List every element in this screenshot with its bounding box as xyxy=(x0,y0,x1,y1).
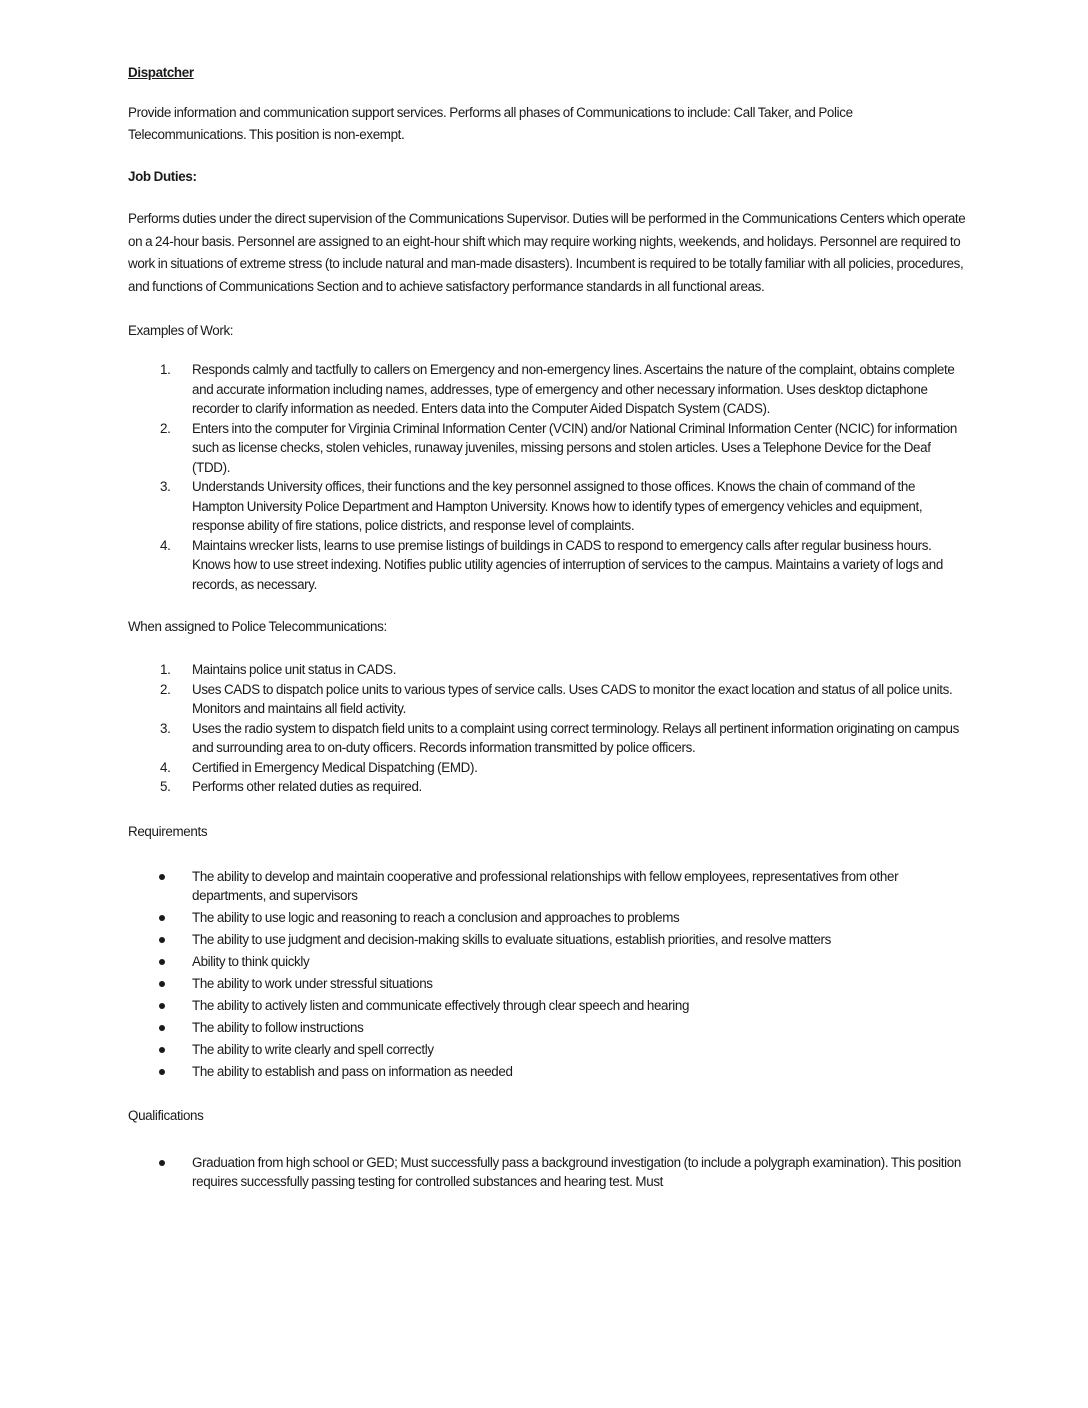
list-item-text: The ability to develop and maintain cooperative and professional relationships with fellow employees, representatives from other departments, and supervisors xyxy=(192,868,899,903)
document-title: Dispatcher xyxy=(128,65,194,80)
list-item-text: Uses CADS to dispatch police units to various types of service calls. Uses CADS to monitor the exact location and status of all police units. Monitors and maintains all field activity. xyxy=(192,681,953,716)
list-item xyxy=(128,908,968,927)
list-item xyxy=(128,758,968,778)
list-item xyxy=(128,419,968,478)
list-item xyxy=(128,974,968,993)
bullet-icon xyxy=(159,1025,165,1031)
police-telecom-list xyxy=(128,660,968,797)
list-item-text: Enters into the computer for Virginia Criminal Information Center (VCIN) and/or National Criminal Information Center (NCIC) for information such as license checks, stolen vehicles, runaway juveniles, missing persons and stolen articles. Uses a Telephone Device for the Deaf (TDD). xyxy=(192,420,957,475)
qualifications-list xyxy=(128,1153,968,1192)
list-item-text: Performs other related duties as required. xyxy=(192,779,422,794)
bullet-icon xyxy=(159,915,165,921)
list-number: 2. xyxy=(160,681,171,697)
list-item-text: Ability to think quickly xyxy=(192,953,310,969)
list-number: 1. xyxy=(160,362,171,377)
list-item xyxy=(128,719,968,758)
list-number: 4. xyxy=(160,537,171,553)
list-item-text: Certified in Emergency Medical Dispatching (EMD). xyxy=(192,759,478,775)
police-telecom-heading: When assigned to Police Telecommunications: xyxy=(128,619,387,634)
list-item xyxy=(128,1040,968,1059)
list-item-text: The ability to follow instructions xyxy=(192,1019,364,1035)
list-number: 4. xyxy=(160,759,171,775)
examples-list xyxy=(128,360,968,594)
list-item xyxy=(128,536,968,595)
bullet-icon xyxy=(159,1003,165,1009)
requirements-heading: Requirements xyxy=(128,823,208,839)
list-item xyxy=(128,777,968,797)
list-item-text: Uses the radio system to dispatch field units to a complaint using correct terminology. Relays all pertinent information originating on campus and surrounding area to on-duty officers. Records information transmitted by police officers. xyxy=(192,720,959,755)
list-item-text: The ability to use logic and reasoning to reach a conclusion and approaches to problems xyxy=(192,909,680,925)
list-item-text: Maintains wrecker lists, learns to use premise listings of buildings in CADS to respond to emergency calls after regular business hours. Knows how to use street indexing. Notifies public utility agencies of interruption of services to the campus. Maintains a variety of logs and records, as necessary. xyxy=(192,537,943,592)
document-page xyxy=(128,62,968,1192)
bullet-icon xyxy=(159,1047,165,1053)
list-item xyxy=(128,680,968,719)
requirements-list xyxy=(128,867,968,1081)
list-item-text: Responds calmly and tactfully to callers on Emergency and non-emergency lines. Ascertains the nature of the complaint, obtains complete and accurate information including names, addresses, type of emergency and other necessary information. Uses desktop dictaphone recorder to clarify information as needed. Enters data into the Computer Aided Dispatch System (CADS). xyxy=(192,362,955,416)
list-item xyxy=(128,1018,968,1037)
bullet-icon xyxy=(159,874,165,880)
list-item xyxy=(128,660,968,680)
list-number: 5. xyxy=(160,779,171,794)
list-number: 2. xyxy=(160,420,171,436)
list-item xyxy=(128,1153,968,1192)
job-duties-paragraph: Performs duties under the direct supervision of the Communications Supervisor. Duties will be performed in the Communications Centers which operate on a 24-hour basis. Personnel are assigned to an eight-hour shift which may require working nights, weekends, and holidays. Personnel are required to work in situations of extreme stress (to include natural and man-made disasters). Incumbent is required to be totally familiar with all policies, procedures, and functions of Communications Section and to achieve satisfactory performance standards in all functional areas. xyxy=(128,211,966,294)
list-number: 1. xyxy=(160,662,171,677)
intro-paragraph: Provide information and communication support services. Performs all phases of Communications to include: Call Taker, and Police Telecommunications. This position is non-exempt. xyxy=(128,105,853,142)
job-duties-heading: Job Duties: xyxy=(128,169,197,184)
list-item xyxy=(128,1062,968,1081)
bullet-icon xyxy=(159,981,165,987)
list-item xyxy=(128,996,968,1015)
list-number: 3. xyxy=(160,720,171,736)
list-item-text: The ability to work under stressful situations xyxy=(192,975,433,991)
list-item xyxy=(128,952,968,971)
bullet-icon xyxy=(159,1160,165,1166)
list-item-text: Maintains police unit status in CADS. xyxy=(192,662,397,677)
list-item-text: The ability to actively listen and communicate effectively through clear speech and hearing xyxy=(192,997,690,1013)
list-number: 3. xyxy=(160,479,171,494)
list-item xyxy=(128,360,968,419)
list-item-text: Graduation from high school or GED; Must successfully pass a background investigation (to include a polygraph examination). This position requires successfully passing testing for controlled substances and hearing test. Must xyxy=(192,1154,961,1189)
list-item xyxy=(128,867,968,905)
qualifications-heading: Qualifications xyxy=(128,1107,204,1123)
list-item-text: The ability to use judgment and decision-making skills to evaluate situations, establish priorities, and resolve matters xyxy=(192,931,831,947)
bullet-icon xyxy=(159,959,165,965)
list-item-text: Understands University offices, their functions and the key personnel assigned to those offices. Knows the chain of command of the Hampton University Police Department and Hampton University. Knows how to identify types of emergency vehicles and equipment, response ability of fire stations, police districts, and response level of complaints. xyxy=(192,479,923,533)
examples-heading: Examples of Work: xyxy=(128,323,234,338)
list-item xyxy=(128,930,968,949)
bullet-icon xyxy=(159,937,165,943)
list-item-text: The ability to establish and pass on information as needed xyxy=(192,1063,513,1079)
bullet-icon xyxy=(159,1069,165,1075)
list-item xyxy=(128,477,968,536)
list-item-text: The ability to write clearly and spell correctly xyxy=(192,1041,434,1057)
